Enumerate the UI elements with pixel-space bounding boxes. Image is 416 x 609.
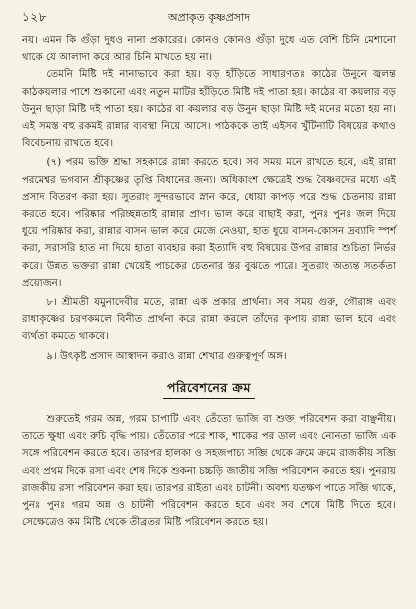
page-header — [22, 6, 396, 32]
paragraph-rule-9: ৯। উৎকৃষ্ট প্রসাদ আস্বাদন করাও রান্না শেখার গুরুত্বপূর্ণ অঙ্গ। — [46, 350, 287, 362]
page-number: ১২৮ — [22, 10, 47, 24]
page-body — [22, 32, 396, 531]
paragraph-rule-7: (৭) পরম ভক্তি শ্রদ্ধা সহকারে রান্না করতে হবে। সব সময় মনে রাখতে হবে, এই রান্না পরমেশ্বর ভগবান শ্রীকৃষ্ণের তৃপ্তি বিধানের জন্য। অধিকাংশ ক্ষেত্রেই শুদ্ধ বৈষ্ণবদের মধ্যে এই প্রসাদ বিতরণ করা হয়। সুতরাং সুন্দরভাবে স্নান করে, ধোয়া কাপড় পরে শুদ্ধ চেতনায় রান্না করতে হবে। পরিষ্কার পরিচ্ছন্নতাই রান্নার প্রাণ। ভাল করে বাছাই করা, পুনঃ পুনঃ জল দিয়ে ধুয়ে পরিষ্কার করা, রান্নার বাসন ভাল করে মেজে নেওয়া, হাত ধুয়ে বাসন-কোসন দ্রব্যাদি স্পর্শ করা, সরাসরি হাত না দিয়ে হাতা ব্যবহার করা ইত্যাদি বহু বিষয়ের উপর রান্নার শুচিতা নির্ভর করে। উন্নত ভক্তরা রান্না খেয়েই পাচকের চেতনার স্তর বুঝতে পারে। সুতরাং অত্যন্ত সতর্কতা প্রয়োজন। — [22, 157, 396, 289]
paragraph-rule-8: ৮। শ্রীমতী যমুনাদেবীর মতে, রান্না এক প্রকার প্রার্থনা। সব সময় গুরু, গৌরাঙ্গ এবং রাধাকৃষ্ণের চরণকমলে বিনীত প্রার্থনা করে রান্না করলে তাঁদের কৃপায় রান্না ভাল হবে এবং ব্যর্থতা কমতে থাকবে। — [22, 297, 396, 343]
section-heading: পরিবেশনের ক্রম — [163, 379, 255, 399]
paragraph-powdered-milk: নয়। এমন কি গুঁড়া দুধও নানা প্রকারের। কোনও কোনও গুঁড়া দুধে এত বেশি চিনি মেশানো থাকে যে আলাদা করে আর চিনি মাখতে হয় না। — [22, 35, 396, 64]
paragraph-sweet-curd: তেমনি মিষ্টি দই নানাভাবে করা হয়। বড় হাঁড়িতে সাধারণতঃ কাঠের উনুনে জ্বলন্ত কাঠকয়লার পাশে শুকানো এবং নতুন মাটির হাঁড়িতে মিষ্টি দই পাতা হয়। কাঠের বা কয়লার বড় উনুন ছাড়া মিষ্টি দই পাতা হয়। কাঠের বা কয়লার বড় উনুন ছাড়া মিষ্টি দই মনের মতো হয় না। এই সমস্ত বহু রকমই রান্নার ব্যবস্থা নিয়ে আসে। পাঠককে তাই এইসব খুঁটিনাটি বিষয়ের কথাও বিবেচনায় রাখতে হবে। — [22, 69, 396, 150]
running-title: অপ্রাকৃত কৃষ্ণপ্রসাদ — [167, 11, 251, 24]
paragraph-serving-order: শুরুতেই গরম অন্ন, গরম চাপাটি এবং তেঁতো ভাজি বা শুক্ত পরিবেশন করা বাঞ্ছনীয়। তাতে ক্ষুধা এবং রুচি বৃদ্ধি পায়। তেঁতোর পরে শাক, শাকের পর ডাল এবং নোনতা ভাজি এক সঙ্গে পরিবেশন করতে হবে। তারপর হালকা ও সহজপাচ্য সব্জি থেকে ক্রমে ক্রমে রাজকীয় সব্জি এবং প্রথম দিকে রসা এবং শেষ দিকে শুকনা চচ্চড়ি জাতীয় সব্জি পরিবেশন করতে হয়। পুনরায় রাজকীয় রসা পরিবেশন করা হয়। তারপর রাইতা এবং চাটনী। অবশ্য যতক্ষণ পাতে সব্জি থাকে, পুনঃ পুনঃ গরম অন্ন ও চাটনী পরিবেশন করতে হবে এবং সব শেষে মিষ্টি দিতে হবে। সেক্ষেত্রেও কম মিষ্টি থেকে তীব্রতর মিষ্টি পরিবেশন করতে হয়। — [22, 414, 396, 529]
